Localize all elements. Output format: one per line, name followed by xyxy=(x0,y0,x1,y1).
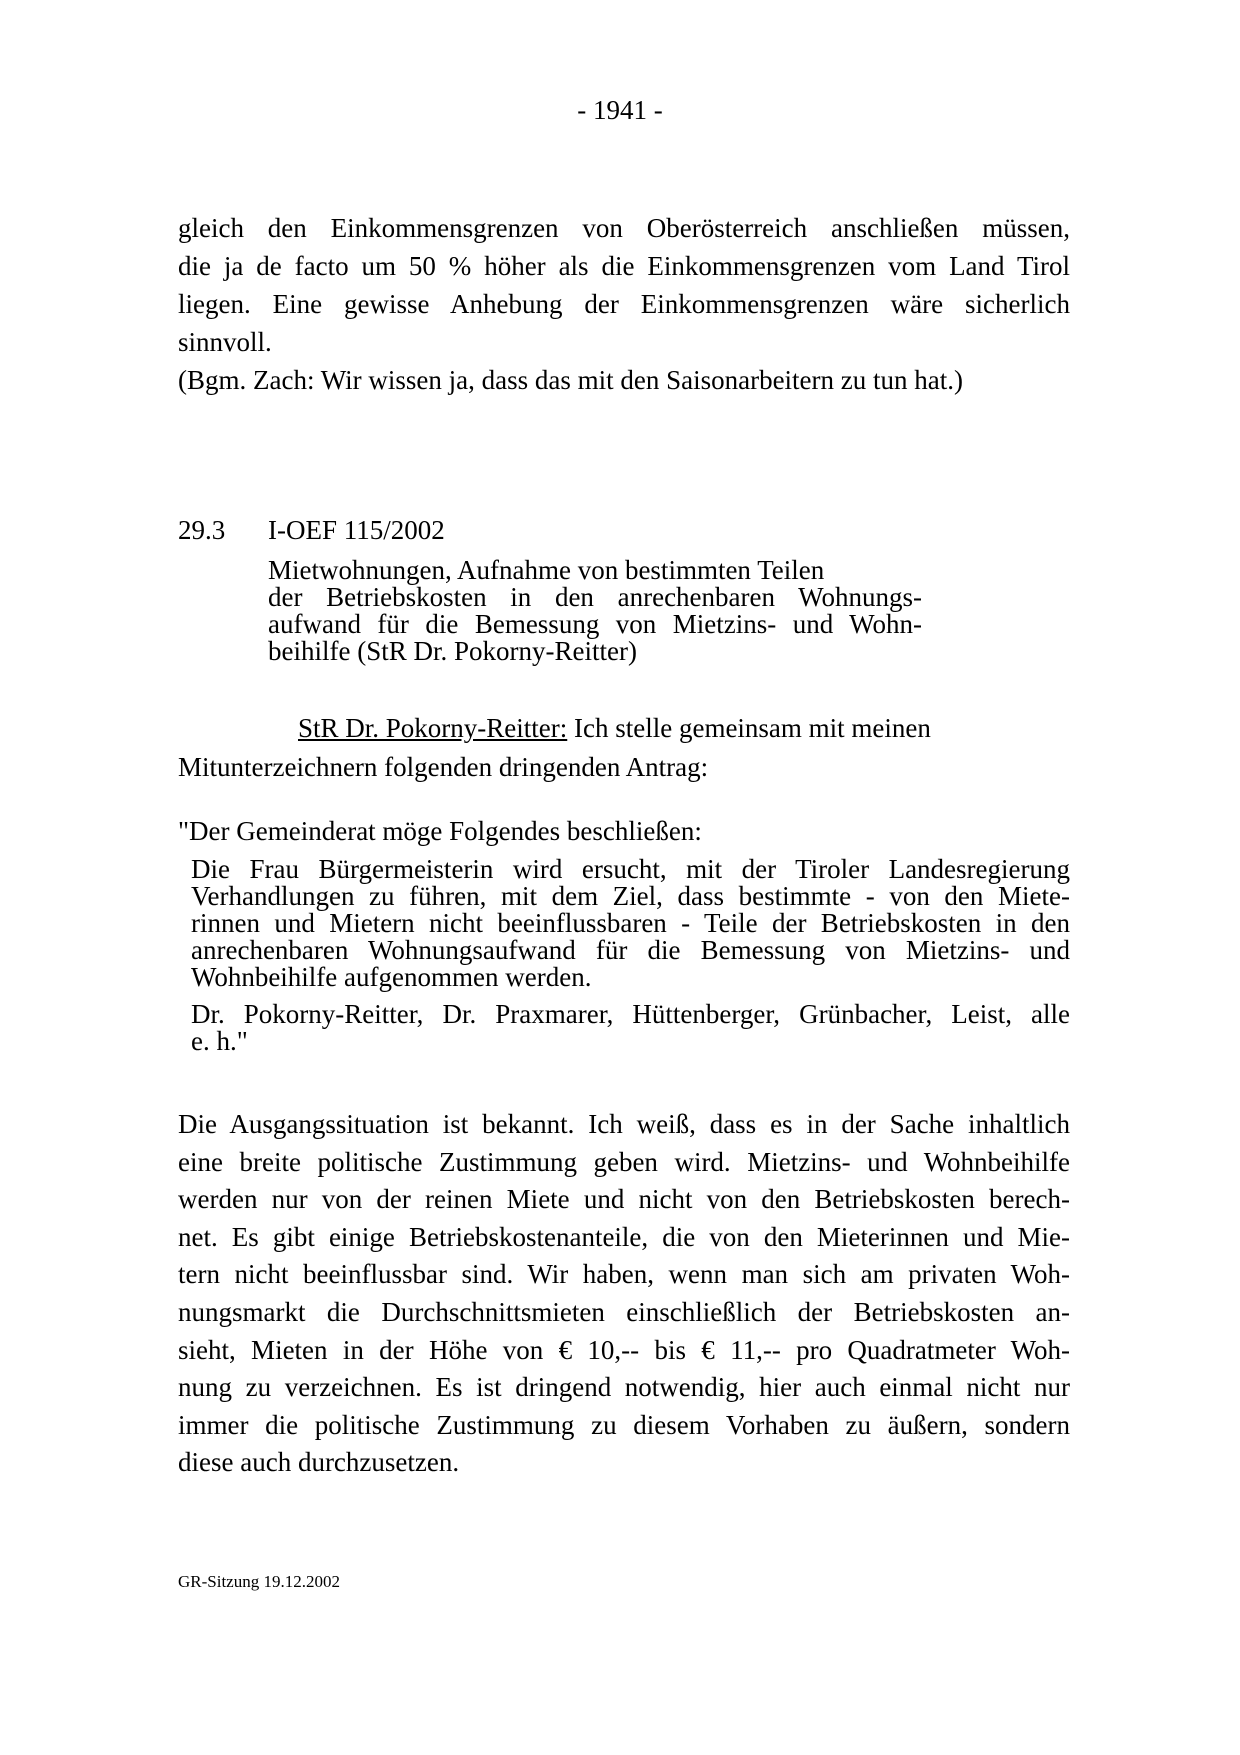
motion-line: Wohnbeihilfe aufgenommen werden. xyxy=(191,962,592,992)
intro-text xyxy=(178,209,1070,361)
footer-session-date: GR-Sitzung 19.12.2002 xyxy=(178,1572,340,1591)
main-text xyxy=(178,1106,1070,1482)
agenda-item-title xyxy=(268,557,922,665)
speech-intro xyxy=(298,709,931,747)
main-line: tern nicht beeinflussbar sind. Wir haben, wenn man sich am privaten Woh- xyxy=(178,1259,1070,1290)
interjection: (Bgm. Zach: Wir wissen ja, dass das mit den Saisonarbeitern zu tun hat.) xyxy=(178,365,963,395)
speech-intro-continuation: Mitunterzeichnern folgenden dringenden Antrag: xyxy=(178,752,709,782)
motion-line: Verhandlungen zu führen, mit dem Ziel, dass bestimmte - von den Miete- xyxy=(191,881,1070,911)
motion-heading: "Der Gemeinderat möge Folgendes beschließen: xyxy=(178,816,702,846)
agenda-title-line: Mietwohnungen, Aufnahme von bestimmten Teilen xyxy=(268,555,825,585)
agenda-title-line: aufwand für die Bemessung von Mietzins- und Wohn- xyxy=(268,609,922,639)
signature-line: Dr. Pokorny-Reitter, Dr. Praxmarer, Hüttenberger, Grünbacher, Leist, alle xyxy=(191,999,1070,1029)
agenda-title-line: der Betriebskosten in den anrechenbaren Wohnungs- xyxy=(268,582,922,612)
speaker-name: StR Dr. Pokorny-Reitter: xyxy=(298,713,568,743)
main-line: eine breite politische Zustimmung geben wird. Mietzins- und Wohnbeihilfe xyxy=(178,1146,1070,1177)
speech-intro-text: Ich stelle gemeinsam mit meinen xyxy=(567,713,931,743)
page-number: - 1941 - xyxy=(577,95,663,125)
agenda-title-line: beihilfe (StR Dr. Pokorny-Reitter) xyxy=(268,636,637,666)
intro-line: die ja de facto um 50 % höher als die Einkommensgrenzen vom Land Tirol xyxy=(178,251,1070,281)
motion-body xyxy=(191,856,1070,991)
main-line: sieht, Mieten in der Höhe von € 10,-- bis € 11,-- pro Quadratmeter Woh- xyxy=(178,1334,1070,1365)
motion-signatures xyxy=(191,1001,1070,1055)
signature-line: e. h." xyxy=(191,1026,248,1056)
agenda-item-number: 29.3 xyxy=(178,515,226,545)
intro-paragraph xyxy=(178,209,1070,399)
main-line: immer die politische Zustimmung zu diesem Vorhaben zu äußern, sondern xyxy=(178,1409,1070,1440)
main-line: nungsmarkt die Durchschnittsmieten einschließlich der Betriebskosten an- xyxy=(178,1296,1070,1327)
main-line: nung zu verzeichnen. Es ist dringend notwendig, hier auch einmal nicht nur xyxy=(178,1372,1070,1403)
main-line: werden nur von der reinen Miete und nicht von den Betriebskosten berech- xyxy=(178,1184,1070,1215)
motion-line: rinnen und Mietern nicht beeinflussbaren - Teile der Betriebskosten in den xyxy=(191,908,1070,938)
main-line: net. Es gibt einige Betriebskostenanteile, die von den Mieterinnen und Mie- xyxy=(178,1221,1070,1252)
intro-line: liegen. Eine gewisse Anhebung der Einkommensgrenzen wäre sicherlich xyxy=(178,289,1070,319)
motion-line: Die Frau Bürgermeisterin wird ersucht, mit der Tiroler Landesregierung xyxy=(191,854,1070,884)
main-paragraph xyxy=(178,1106,1070,1482)
intro-line: gleich den Einkommensgrenzen von Oberösterreich anschließen müssen, xyxy=(178,213,1070,243)
main-line: diese auch durchzusetzen. xyxy=(178,1447,460,1478)
agenda-item-reference: I-OEF 115/2002 xyxy=(268,515,445,545)
intro-line: sinnvoll. xyxy=(178,327,272,357)
main-line: Die Ausgangssituation ist bekannt. Ich weiß, dass es in der Sache inhaltlich xyxy=(178,1109,1070,1139)
motion-line: anrechenbaren Wohnungsaufwand für die Bemessung von Mietzins- und xyxy=(191,935,1070,965)
